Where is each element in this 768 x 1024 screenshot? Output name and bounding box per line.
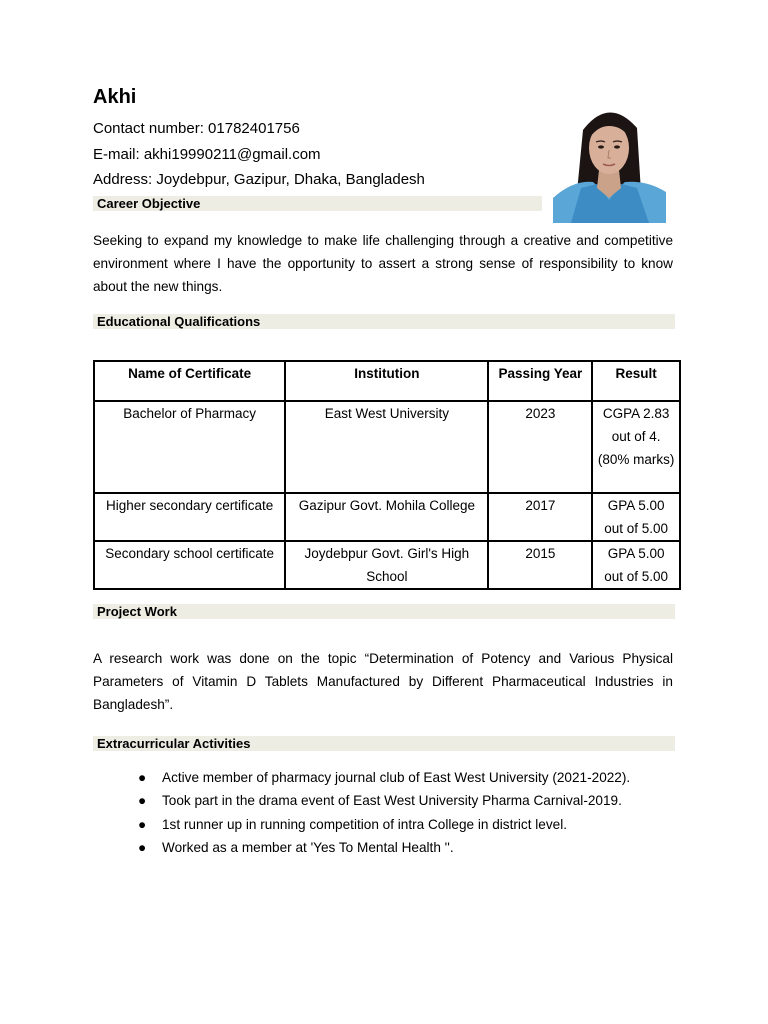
year-cell: 2023	[488, 401, 592, 493]
education-heading: Educational Qualifications	[93, 314, 675, 329]
certificate-cell: Bachelor of Pharmacy	[94, 401, 285, 493]
bullet-icon: ●	[138, 770, 147, 785]
postal-address: Address: Joydebpur, Gazipur, Dhaka, Bangladesh	[93, 171, 425, 188]
table-header-row	[94, 361, 680, 401]
project-work-text: A research work was done on the topic “Determination of Potency and Various Physical Parameters of Vitamin D Tablets Manufactured by Different Pharmaceutical Industries in Bangladesh”.	[93, 651, 673, 712]
list-item	[138, 766, 630, 789]
list-item-text: Active member of pharmacy journal club of East West University (2021-2022).	[162, 770, 631, 785]
result-cell: CGPA 2.83 out of 4. (80% marks)	[592, 401, 680, 493]
table-row	[94, 541, 680, 589]
project-work-heading: Project Work	[93, 604, 675, 619]
extracurricular-list	[138, 766, 630, 859]
bullet-icon: ●	[138, 839, 147, 855]
certificate-cell: Higher secondary certificate	[94, 493, 285, 541]
year-cell: 2017	[488, 493, 592, 541]
applicant-name: Akhi	[93, 86, 137, 108]
list-item-text: Took part in the drama event of East West University Pharma Carnival-2019.	[162, 793, 622, 809]
header-result: Result	[592, 361, 680, 401]
bullet-icon: ●	[138, 816, 147, 832]
result-cell: GPA 5.00 out of 5.00	[592, 493, 680, 541]
table-row	[94, 493, 680, 541]
education-table	[93, 360, 681, 590]
institution-cell: East West University	[285, 401, 488, 493]
header-certificate: Name of Certificate	[94, 361, 285, 401]
profile-photo	[553, 100, 666, 223]
career-objective-text: Seeking to expand my knowledge to make life challenging through a creative and competitive environment where I have the opportunity to assert a strong sense of responsibility to know about the new things.	[93, 233, 673, 294]
list-item-text: 1st runner up in running competition of intra College in district level.	[162, 816, 568, 832]
header-institution: Institution	[285, 361, 488, 401]
institution-cell: Joydebpur Govt. Girl's High School	[285, 541, 488, 589]
institution-cell: Gazipur Govt. Mohila College	[285, 493, 488, 541]
list-item	[138, 836, 630, 859]
email-address: E-mail: akhi19990211@gmail.com	[93, 146, 321, 163]
table-row	[94, 401, 680, 493]
result-cell: GPA 5.00 out of 5.00	[592, 541, 680, 589]
list-item	[138, 813, 630, 836]
header-passing-year: Passing Year	[488, 361, 592, 401]
bullet-icon: ●	[138, 793, 147, 809]
list-item-text: Worked as a member at 'Yes To Mental Health ''.	[162, 839, 454, 855]
career-objective-heading: Career Objective	[93, 196, 542, 211]
extracurricular-heading: Extracurricular Activities	[93, 736, 675, 751]
contact-number: Contact number: 01782401756	[93, 120, 300, 137]
list-item	[138, 789, 630, 812]
year-cell: 2015	[488, 541, 592, 589]
certificate-cell: Secondary school certificate	[94, 541, 285, 589]
